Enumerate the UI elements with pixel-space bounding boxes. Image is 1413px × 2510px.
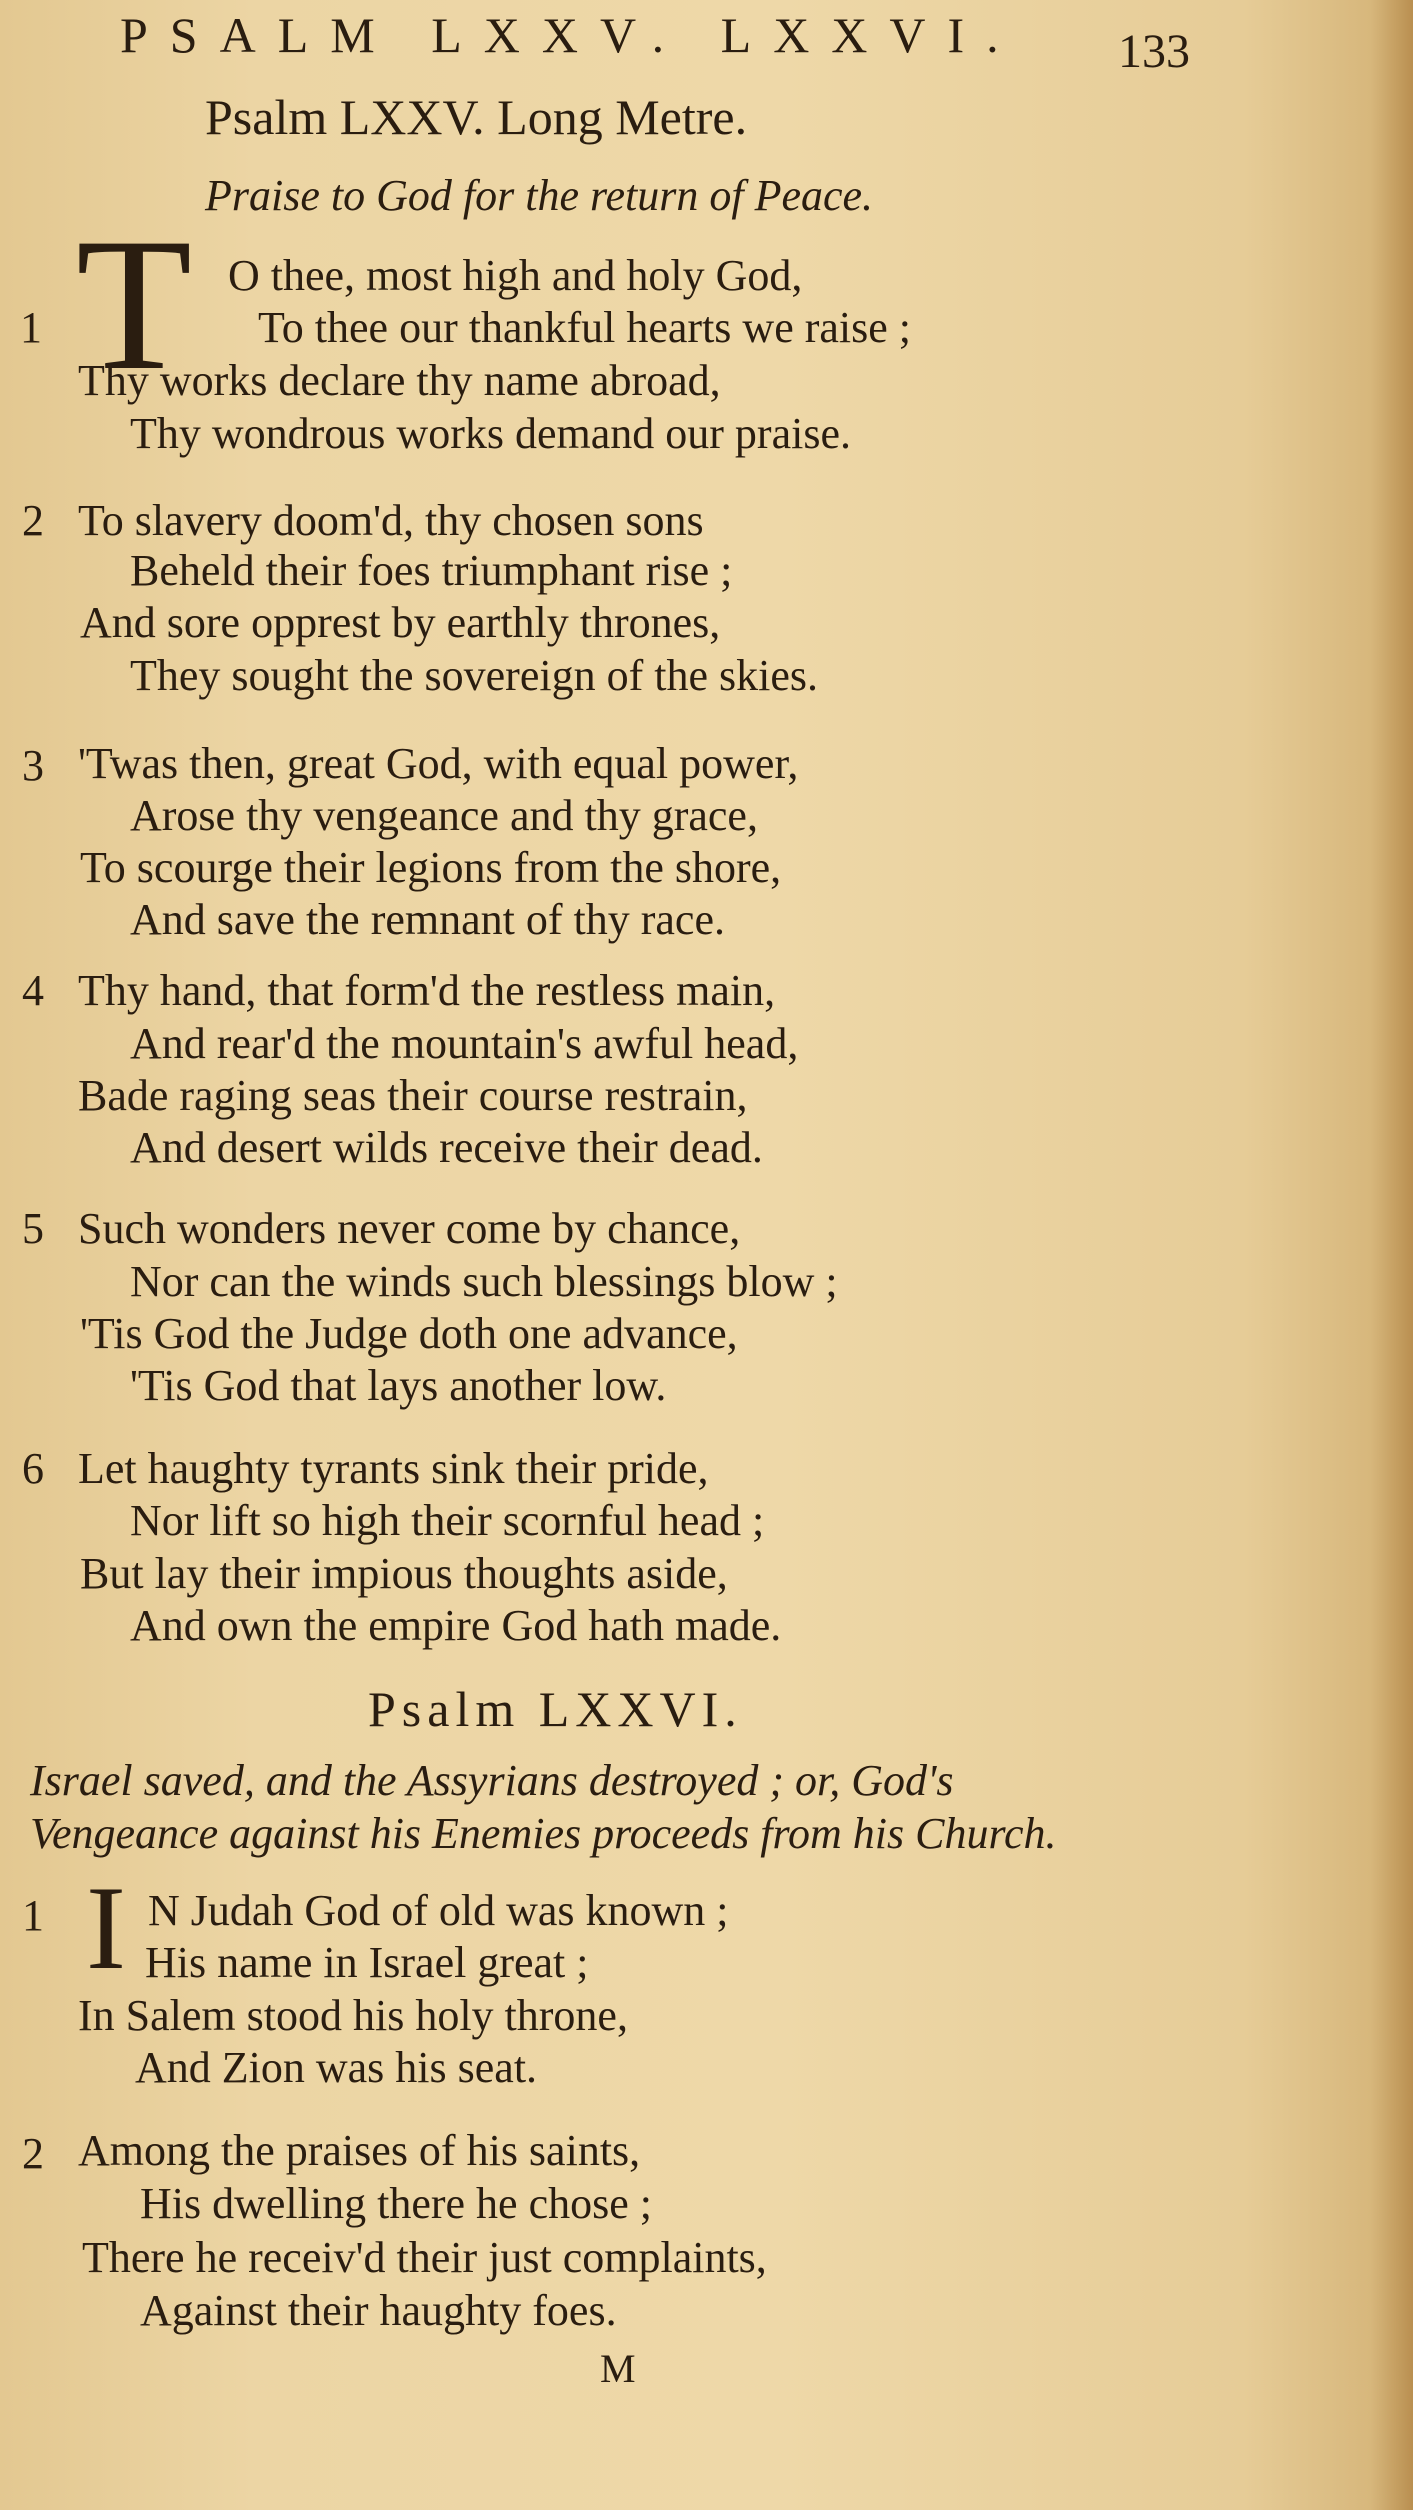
verse-line: Thy wondrous works demand our praise. bbox=[130, 409, 851, 458]
running-head: PSALM LXXV. LXXVI. bbox=[120, 7, 1021, 63]
psalm-76-subtitle-line-2: Vengeance against his Enemies proceeds from his Church. bbox=[30, 1809, 1057, 1858]
stanza-number: 6 bbox=[22, 1444, 44, 1493]
stanza-number: 2 bbox=[22, 2129, 44, 2178]
verse-line: 'Twas then, great God, with equal power, bbox=[78, 739, 799, 788]
verse-line: And Zion was his seat. bbox=[135, 2043, 538, 2092]
verse-line: Beheld their foes triumphant rise ; bbox=[130, 546, 733, 595]
stanza-number: 5 bbox=[22, 1204, 44, 1253]
verse-line: His name in Israel great ; bbox=[145, 1938, 589, 1987]
verse-line: Nor can the winds such blessings blow ; bbox=[130, 1257, 838, 1306]
stanza-number: 4 bbox=[22, 966, 44, 1015]
verse-line: To thee our thankful hearts we raise ; bbox=[258, 303, 912, 352]
psalm-75-title: Psalm LXXV. Long Metre. bbox=[205, 89, 748, 145]
psalm-76-drop-cap: I bbox=[86, 1861, 126, 1994]
verse-line: Let haughty tyrants sink their pride, bbox=[78, 1444, 709, 1493]
verse-line: Against their haughty foes. bbox=[140, 2286, 617, 2335]
verse-line: But lay their impious thoughts aside, bbox=[80, 1549, 728, 1598]
page-number: 133 bbox=[1118, 25, 1190, 78]
verse-line: 'Tis God that lays another low. bbox=[130, 1361, 667, 1410]
verse-line: O thee, most high and holy God, bbox=[228, 251, 803, 300]
psalm-76-title: Psalm LXXVI. bbox=[368, 1681, 743, 1737]
verse-line: N Judah God of old was known ; bbox=[148, 1886, 729, 1935]
verse-line: They sought the sovereign of the skies. bbox=[130, 651, 818, 700]
stanza-number: 1 bbox=[20, 303, 42, 352]
verse-line: In Salem stood his holy throne, bbox=[78, 1991, 628, 2040]
verse-line: To scourge their legions from the shore, bbox=[80, 843, 782, 892]
stanza-number: 3 bbox=[22, 741, 44, 790]
verse-line: And rear'd the mountain's awful head, bbox=[130, 1019, 799, 1068]
verse-line: And desert wilds receive their dead. bbox=[130, 1123, 763, 1172]
verse-line: There he receiv'd their just complaints, bbox=[82, 2233, 767, 2282]
verse-line: Such wonders never come by chance, bbox=[78, 1204, 741, 1253]
verse-line: To slavery doom'd, thy chosen sons bbox=[78, 496, 704, 545]
verse-line: Arose thy vengeance and thy grace, bbox=[130, 791, 758, 840]
signature-mark: M bbox=[600, 2346, 636, 2391]
verse-line: Nor lift so high their scornful head ; bbox=[130, 1496, 765, 1545]
psalm-75-drop-cap: T bbox=[76, 200, 193, 410]
psalm-75-subtitle: Praise to God for the return of Peace. bbox=[205, 171, 874, 220]
verse-line: Thy hand, that form'd the restless main, bbox=[78, 966, 776, 1015]
stanza-number: 1 bbox=[22, 1891, 44, 1940]
verse-line: His dwelling there he chose ; bbox=[140, 2179, 652, 2228]
verse-line: Bade raging seas their course restrain, bbox=[78, 1071, 748, 1120]
verse-line: And own the empire God hath made. bbox=[130, 1601, 782, 1650]
verse-line: Among the praises of his saints, bbox=[78, 2126, 641, 2175]
verse-line: And save the remnant of thy race. bbox=[130, 895, 725, 944]
verse-line: And sore opprest by earthly thrones, bbox=[80, 598, 721, 647]
psalm-76-subtitle-line-1: Israel saved, and the Assyrians destroyed ; or, God's bbox=[30, 1756, 954, 1805]
verse-line: Thy works declare thy name abroad, bbox=[78, 356, 721, 405]
verse-line: 'Tis God the Judge doth one advance, bbox=[80, 1309, 738, 1358]
stanza-number: 2 bbox=[22, 496, 44, 545]
